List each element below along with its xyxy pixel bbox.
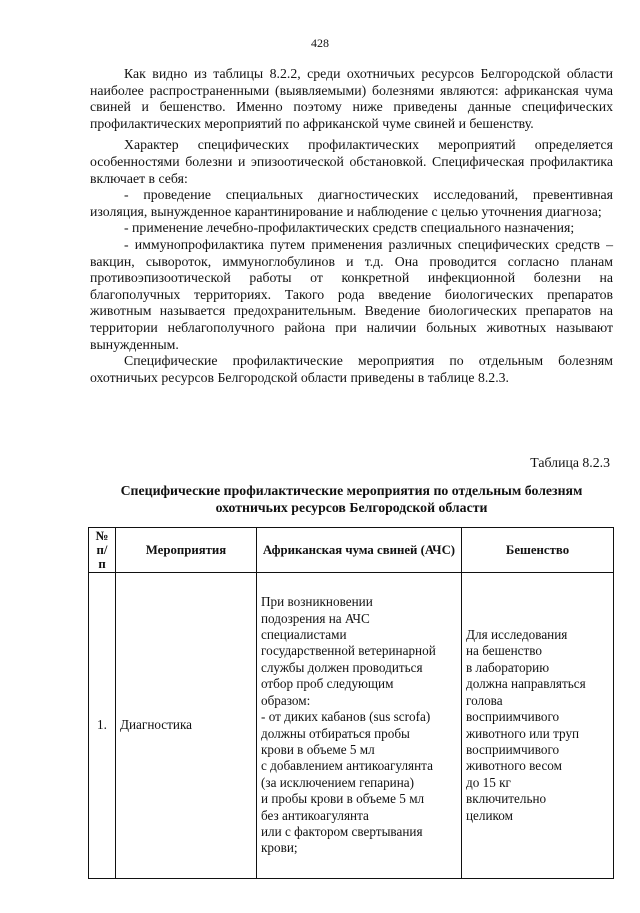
table-header-row xyxy=(89,528,614,573)
table-title-line: охотничьих ресурсов Белгородской области xyxy=(215,500,488,515)
row-number: 1. xyxy=(89,573,116,879)
paragraph-item-diagnostics: - проведение специальных диагностических исследований, превентивная изоляция, вынужденное карантинирование и наблюдение с целью уточнения диагноза; xyxy=(90,187,613,219)
table-row xyxy=(89,573,614,879)
header-number: № п/п xyxy=(89,528,116,573)
table-title-line: Специфические профилактические мероприятия по отдельным болезням xyxy=(120,483,583,498)
paragraph-item-treatment: - применение лечебно-профилактических средств специального назначения; xyxy=(124,220,575,236)
page-number: 428 xyxy=(311,36,329,50)
header-rabies: Бешенство xyxy=(462,528,614,573)
header-measure: Мероприятия xyxy=(116,528,257,573)
paragraph-item-immunoprophylaxis: - иммунопрофилактика путем применения различных специфических средств – вакцин, сывороток, иммуноглобулинов и т.д. Она проводится согласно планам противоэпизоотической работы от конкретной инфекционной болезни на благополучных территориях. Такого рода введение биологических препаратов животным называется предохранительным. Введение биологических препаратов на территории неблагополучного района при наличии больных животных называют вынужденным. xyxy=(90,236,613,352)
paragraph-table-reference: Специфические профилактические мероприятия по отдельным болезням охотничьих ресурсов Белгородской области приведены в таблице 8.2.3. xyxy=(90,353,613,385)
table-title xyxy=(90,482,613,516)
row-measure: Диагностика xyxy=(116,573,257,879)
paragraph-intro: Как видно из таблицы 8.2.2, среди охотничьих ресурсов Белгородской области наиболее распространенными (выявляемыми) болезнями являются: африканская чума свиней и бешенство. Именно поэтому ниже приведены данные специфических профилактических мероприятий по африканской чуме свиней и бешенству. xyxy=(90,66,613,131)
row-rabies-text: Для исследования на бешенство в лабораторию должна направляться голова восприимчивого животного или труп восприимчивого животного весом до 15 кг включительно целиком xyxy=(462,573,614,879)
row-asf-text: При возникновении подозрения на АЧС специалистами государственной ветеринарной службы должен проводиться отбор проб следующим образом: - от диких кабанов (sus scrofa) должны отбираться пробы крови в объеме 5 мл с добавлением антикоагулянта (за исключением гепарина) и пробы крови в объеме 5 мл без антикоагулянта или с фактором свертывания крови; xyxy=(257,573,462,879)
table-caption: Таблица 8.2.3 xyxy=(530,455,610,470)
measures-table xyxy=(88,527,614,879)
paragraph-character: Характер специфических профилактических мероприятий определяется особенностями болезни и эпизоотической обстановкой. Специфическая профилактика включает в себя: xyxy=(90,137,613,186)
header-asf: Африканская чума свиней (АЧС) xyxy=(257,528,462,573)
body-text xyxy=(90,66,613,386)
